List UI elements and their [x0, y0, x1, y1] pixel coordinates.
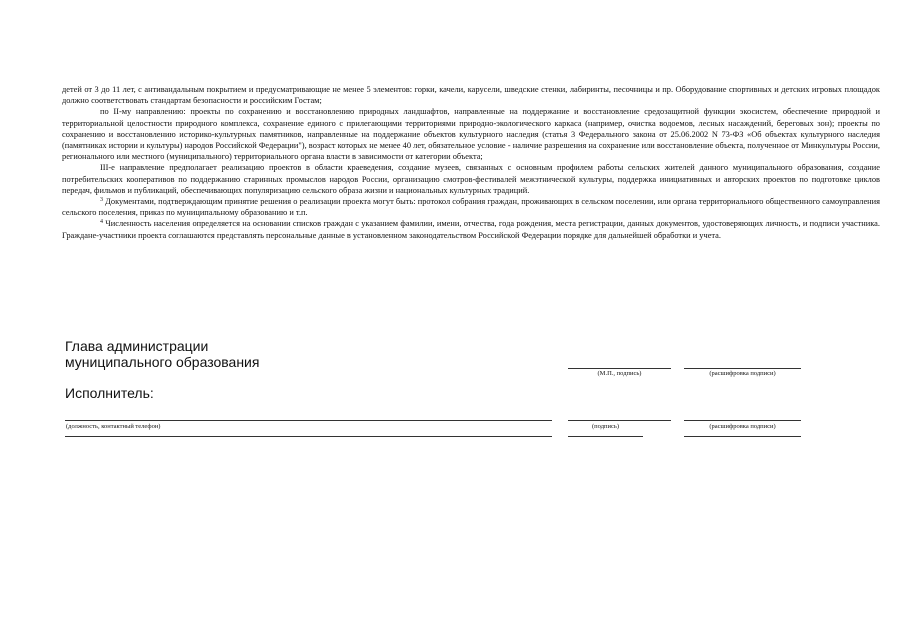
notes-block	[62, 84, 880, 241]
head-decode-line	[684, 368, 801, 369]
footnote-3-text: Документами, подтверждающим принятие решения о реализации проекта могут быть: протокол собрания граждан, проживающих в сельском поселении, или органа территориального общественного самоуправления сельского поселения, приказ по муниципальному образованию и т.п.	[62, 197, 880, 218]
footnote-4	[62, 218, 880, 240]
head-title-line-2: муниципального образования	[65, 354, 260, 370]
executor-position-line-top	[65, 420, 552, 421]
footnote-4-text: Численность населения определяется на основании списков граждан с указанием фамилии, имени, отчества, года рождения, места регистрации, данных документов, удостоверяющих личность, и подписи участника. Граждане-участники проекта соглашаются представлять персональные данные в установленном законодательством Российской Федерации порядке для дальнейшей обработки и учета.	[62, 219, 880, 240]
footnote-4-mark: 4	[100, 219, 103, 226]
notes-paragraph-1: детей от 3 до 11 лет, с антивандальным покрытием и предусматривающие не менее 5 элементов: горки, качели, карусели, шведские стенки, лабиринты, песочницы и пр. Оборудование спортивных и детских игровых площадок должно соответствовать стандартам безопасности и российским Гостам;	[62, 85, 880, 106]
executor-label: Исполнитель:	[65, 385, 154, 401]
notes-paragraph-3: III-е направление предполагает реализацию проектов в области краеведения, создание музеев, связанных с основным профилем работы сельских жителей данного муниципального образования, создание потребительских кооперативов по поддержанию старинных промыслов народов России, организацию смотров-фестивалей межэтнической культуры, поддержка инициативных и авторских проектов по подготовке циклов передач, фильмов и публикаций, обеспечивающих популяризацию сельского образа жизни и национальных культурных традиций.	[62, 163, 880, 195]
head-signature-line	[568, 368, 671, 369]
head-signature-caption: (М.П., подпись)	[597, 370, 642, 377]
executor-position-caption: (должность, контактный телефон)	[66, 423, 161, 430]
footnote-3	[62, 196, 880, 218]
head-title-line-1: Глава администрации	[65, 338, 209, 354]
executor-decode-line-top	[684, 420, 801, 421]
executor-decode-line-bottom	[684, 436, 801, 437]
executor-decode-caption: (расшифровка подписи)	[709, 423, 776, 430]
head-decode-caption: (расшифровка подписи)	[709, 370, 776, 377]
executor-signature-line-bottom	[568, 436, 643, 437]
footnote-3-mark: 3	[100, 197, 103, 204]
head-of-administration-title	[65, 338, 259, 370]
notes-paragraph-2: по II-му направлению: проекты по сохранению и восстановлению природных ландшафтов, направленные на поддержание и восстановление средозащитной функции экосистем, обеспечение природной и территориальной целостности природного комплекса, сохранение единого с прилегающими территориями природно-экологического каркаса (например, очистка водоемов, лесных насаждений, береговых зон); проекты по сохранению и восстановлению историко-культурных памятников, направленные на поддержание объектов культурного наследия (статья 3 Федерального закона от 25.06.2002 N 73-ФЗ «Об объектах культурного наследия (памятниках истории и культуры) народов Российской Федерации"), возраст которых не менее 40 лет, обязательное условие - наличие разрешения на сохранение или восстановление объекта, полученное от Минкультуры России, регионального или местного (муниципального) территориального органа власти в зависимости от категории объекта;	[62, 107, 880, 162]
executor-signature-line-top	[568, 420, 671, 421]
executor-position-line-bottom	[65, 436, 552, 437]
executor-signature-caption: (подпись)	[592, 423, 619, 430]
